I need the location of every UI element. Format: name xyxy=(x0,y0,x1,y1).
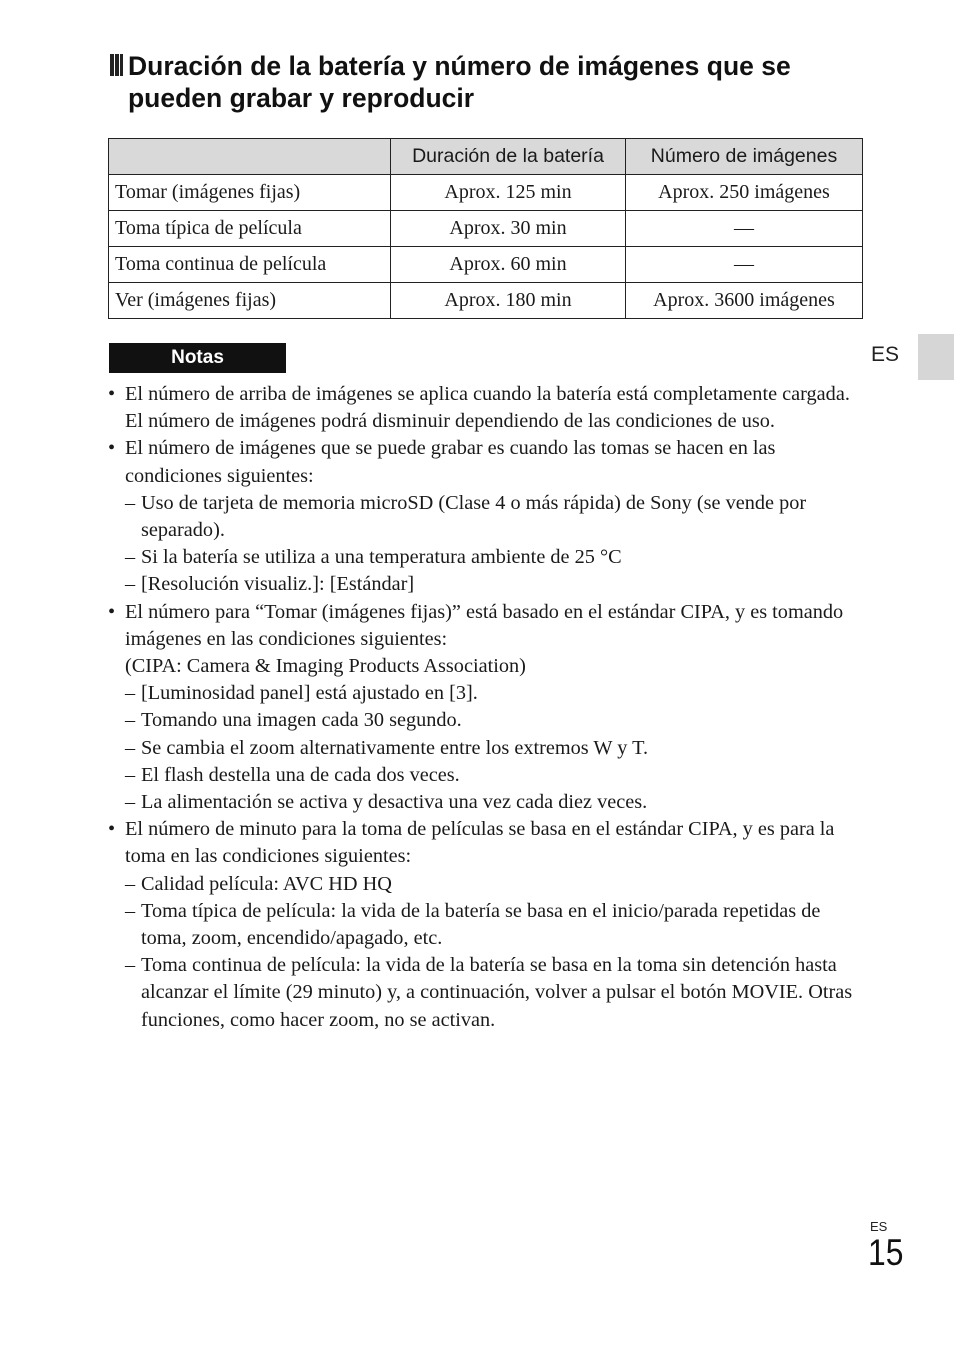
heading-marker-icon xyxy=(110,54,123,76)
table-cell: Toma continua de película xyxy=(109,247,391,283)
table-row xyxy=(109,175,863,211)
table-header-row xyxy=(109,139,863,175)
note-dash-item: – El flash destella una de cada dos veces. xyxy=(108,762,868,789)
note-dash-item: – [Luminosidad panel] está ajustado en [3]. xyxy=(108,680,868,707)
footer-language: ES xyxy=(870,1219,888,1234)
table-cell: Aprox. 30 min xyxy=(391,211,626,247)
table-cell: — xyxy=(626,247,863,283)
notes-list xyxy=(108,381,868,1034)
battery-table xyxy=(108,138,863,319)
note-bullet: • El número para “Tomar (imágenes fijas)” está basado en el estándar CIPA, y es tomando imágenes en las condiciones siguientes: xyxy=(108,599,868,653)
table-header-cell: Número de imágenes xyxy=(626,139,863,175)
note-dash-item: – La alimentación se activa y desactiva una vez cada diez veces. xyxy=(108,789,868,816)
note-dash-item: – Calidad película: AVC HD HQ xyxy=(108,871,868,898)
note-dash-item: – Uso de tarjeta de memoria microSD (Clase 4 o más rápida) de Sony (se vende por separado). xyxy=(108,490,868,544)
table-cell: Aprox. 3600 imágenes xyxy=(626,283,863,319)
table-cell: Aprox. 60 min xyxy=(391,247,626,283)
note-bullet: • El número de arriba de imágenes se aplica cuando la batería está completamente cargada. El número de imágenes podrá disminuir dependiendo de las condiciones de uso. xyxy=(108,381,868,435)
note-dash-item: – Tomando una imagen cada 30 segundo. xyxy=(108,707,868,734)
page-number: 15 xyxy=(868,1232,904,1273)
side-language-label: ES xyxy=(871,343,900,366)
note-dash-item: – Toma continua de película: la vida de la batería se basa en la toma sin detención hasta alcanzar el límite (29 minuto) y, a continuación, volver a pulsar el botón MOVIE. Otras funciones, como hacer zoom, no se activan. xyxy=(108,952,868,1034)
table-cell: Aprox. 250 imágenes xyxy=(626,175,863,211)
note-dash-item: – [Resolución visualiz.]: [Estándar] xyxy=(108,571,868,598)
note-paragraph: (CIPA: Camera & Imaging Products Association) xyxy=(125,655,526,678)
note-dash-item: – Toma típica de película: la vida de la batería se basa en el inicio/parada repetidas de toma, zoom, encendido/apagado, etc. xyxy=(108,898,868,952)
section-heading xyxy=(108,50,888,114)
table-row xyxy=(109,211,863,247)
table-header-cell xyxy=(109,139,391,175)
table-header-cell: Duración de la batería xyxy=(391,139,626,175)
table-cell: Tomar (imágenes fijas) xyxy=(109,175,391,211)
side-tab-marker xyxy=(918,334,954,380)
note-dash-item: – Si la batería se utiliza a una temperatura ambiente de 25 °C xyxy=(108,544,868,571)
table-cell: Aprox. 125 min xyxy=(391,175,626,211)
notes-label: Notas xyxy=(109,343,286,373)
table-cell: Aprox. 180 min xyxy=(391,283,626,319)
table-cell: — xyxy=(626,211,863,247)
heading-text: Duración de la batería y número de imágenes que se pueden grabar y reproducir xyxy=(128,51,791,113)
table-cell: Toma típica de película xyxy=(109,211,391,247)
table-row xyxy=(109,283,863,319)
note-bullet: • El número de imágenes que se puede grabar es cuando las tomas se hacen en las condiciones siguientes: xyxy=(108,435,868,489)
table-row xyxy=(109,247,863,283)
note-dash-item: – Se cambia el zoom alternativamente entre los extremos W y T. xyxy=(108,735,868,762)
table-cell: Ver (imágenes fijas) xyxy=(109,283,391,319)
note-bullet: • El número de minuto para la toma de películas se basa en el estándar CIPA, y es para la toma en las condiciones siguientes: xyxy=(108,816,868,870)
